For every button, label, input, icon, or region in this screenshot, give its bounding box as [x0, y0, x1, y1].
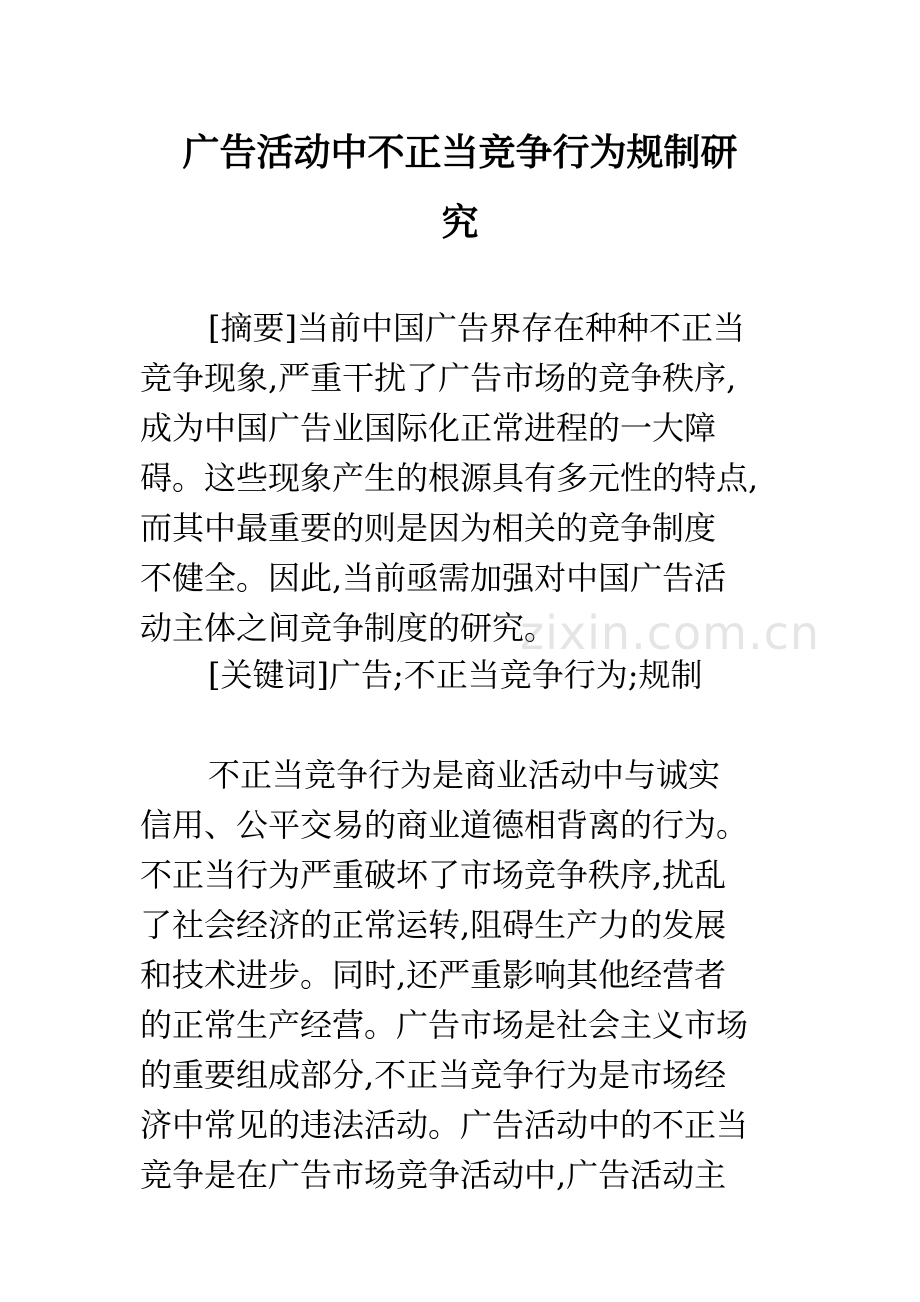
abstract-line: 不健全。因此,当前亟需加强对中国广告活	[140, 559, 727, 597]
body-line: 的重要组成部分,不正当竞争行为是市场经	[140, 1056, 727, 1094]
abstract-line: 而其中最重要的则是因为相关的竞争制度	[140, 509, 717, 547]
body-line: 竞争是在广告市场竞争活动中,广告活动主	[140, 1156, 727, 1194]
abstract-line: 成为中国广告业国际化正常进程的一大障	[140, 409, 717, 447]
body-line: 了社会经济的正常运转,阻碍生产力的发展	[140, 906, 727, 944]
title-line-2: 究	[441, 201, 479, 244]
abstract-line: [摘要]当前中国广告界存在种种不正当	[208, 309, 745, 347]
body-line: 济中常见的违法活动。广告活动中的不正当	[140, 1106, 749, 1144]
abstract-line: 竞争现象,严重干扰了广告市场的竞争秩序,	[140, 359, 737, 397]
abstract-line: 动主体之间竞争制度的研究。	[140, 609, 557, 647]
keywords-line: [关键词]广告;不正当竞争行为;规制	[208, 656, 703, 694]
body-line: 和技术进步。同时,还严重影响其他经营者	[140, 956, 727, 994]
body-line: 不正当行为严重破坏了市场竞争秩序,扰乱	[140, 856, 727, 894]
body-line: 信用、公平交易的商业道德相背离的行为。	[140, 806, 749, 844]
body-line: 的正常生产经营。广告市场是社会主义市场	[140, 1006, 749, 1044]
watermark: zixin.com.cn	[520, 606, 821, 660]
title-line-1: 广告活动中不正当竞争行为规制研	[182, 131, 738, 174]
body-line: 不正当竞争行为是商业活动中与诚实	[208, 756, 721, 794]
document-title	[140, 118, 780, 258]
abstract-line: 碍。这些现象产生的根源具有多元性的特点,	[140, 459, 759, 497]
